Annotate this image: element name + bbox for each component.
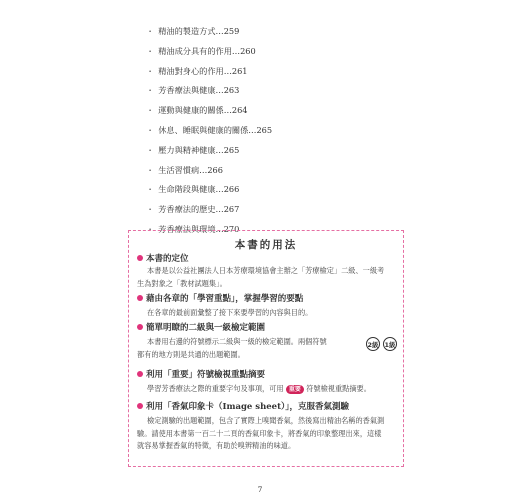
usage-section (137, 322, 399, 361)
section-text: 都有的地方則是共通的出題範圍。 (137, 349, 245, 359)
section-text: 本書是以公益社團法人日本芳療環境協會主辦之「芳療檢定」二級、一級考 (147, 266, 385, 275)
toc-item-text: 芳香療法與環境…270 (158, 223, 240, 234)
toc-item-text: 生活習慣病…266 (158, 164, 223, 175)
toc-bullet: ・ (146, 204, 155, 215)
toc-item-text: 壓力與精神健康…265 (158, 144, 240, 155)
usage-section (137, 253, 399, 290)
toc-item-text: 生命階段與健康…266 (158, 184, 240, 195)
section-text: 檢定測驗的出題範圍，包含了實際上嗅聞香氣，然後寫出精油名稱的香氣測 (147, 416, 385, 425)
toc-item (146, 200, 376, 220)
toc-item (146, 141, 376, 161)
toc-item (146, 101, 376, 121)
toc-bullet: ・ (146, 164, 155, 175)
toc-bullet: ・ (146, 124, 155, 135)
section-heading: 本書的定位 (146, 254, 189, 264)
level-badges (366, 337, 397, 351)
toc-bullet: ・ (146, 105, 155, 116)
pink-bullet-icon (137, 403, 143, 409)
section-text: 生為對象之「教材試題集」。 (137, 278, 227, 288)
toc-bullet: ・ (146, 184, 155, 195)
section-text: 符號檢視重點摘要。 (306, 384, 371, 393)
pink-bullet-icon (137, 255, 143, 261)
toc-item (146, 62, 376, 82)
page-number: 7 (257, 485, 263, 494)
section-heading: 藉由各章的「學習重點」，掌握學習的要點 (146, 294, 304, 304)
toc-bullet: ・ (146, 65, 155, 76)
usage-box (128, 230, 404, 467)
section-heading: 簡單明瞭的二級與一級檢定範圍 (146, 323, 266, 333)
toc-item (146, 42, 376, 62)
toc-bullet: ・ (146, 45, 155, 56)
section-heading: 利用「重要」符號檢視重點摘要 (146, 370, 266, 380)
toc-item-text: 運動與健康的關係…264 (158, 105, 248, 116)
section-text: 驗。請使用本書第一百二十二頁的香氣印象卡，將香氣的印象整理出來，這樣 (137, 428, 382, 438)
level-2-badge: 2級 (366, 337, 380, 351)
section-text: 在各章的最前面彙整了接下來要學習的內容與目的。 (147, 308, 313, 317)
section-text: 本書用右邊的符號標示二級與一級的檢定範圍。兩個符號 (147, 337, 327, 346)
toc-item-text: 休息、睡眠與健康的關係…265 (158, 124, 273, 135)
toc-list (146, 22, 376, 240)
level-1-badge: 1級 (383, 337, 397, 351)
usage-section (137, 293, 399, 320)
toc-item-text: 精油的製造方式…259 (158, 26, 240, 36)
toc-item (146, 81, 376, 101)
usage-title: 本書的用法 (234, 239, 298, 251)
toc-item (146, 180, 376, 200)
toc-item-text: 芳香療法與健康…263 (158, 85, 240, 96)
section-text: 就容易掌握香氣的特徵，有助於嗅辨精油的味道。 (137, 441, 296, 450)
toc-item (146, 161, 376, 181)
toc-bullet: ・ (146, 26, 155, 36)
pink-bullet-icon (137, 324, 143, 330)
toc-item-text: 芳香療法的歷史…267 (158, 204, 240, 215)
section-heading: 利用「香氣印象卡（Image sheet）」，克服香氣測驗 (146, 402, 349, 412)
toc-bullet: ・ (146, 85, 155, 96)
toc-bullet: ・ (146, 223, 155, 234)
section-text: 學習芳香療法之際的重要字句及事項，可用 (147, 384, 284, 393)
usage-section (137, 369, 399, 396)
pink-bullet-icon (137, 371, 143, 377)
toc-item-text: 精油對身心的作用…261 (158, 65, 248, 76)
toc-bullet: ・ (146, 144, 155, 155)
usage-section (137, 401, 399, 453)
important-tag: 重要 (286, 385, 304, 394)
toc-item (146, 22, 376, 42)
toc-item-text: 精油成分具有的作用…260 (158, 45, 256, 56)
pink-bullet-icon (137, 295, 143, 301)
toc-item (146, 121, 376, 141)
